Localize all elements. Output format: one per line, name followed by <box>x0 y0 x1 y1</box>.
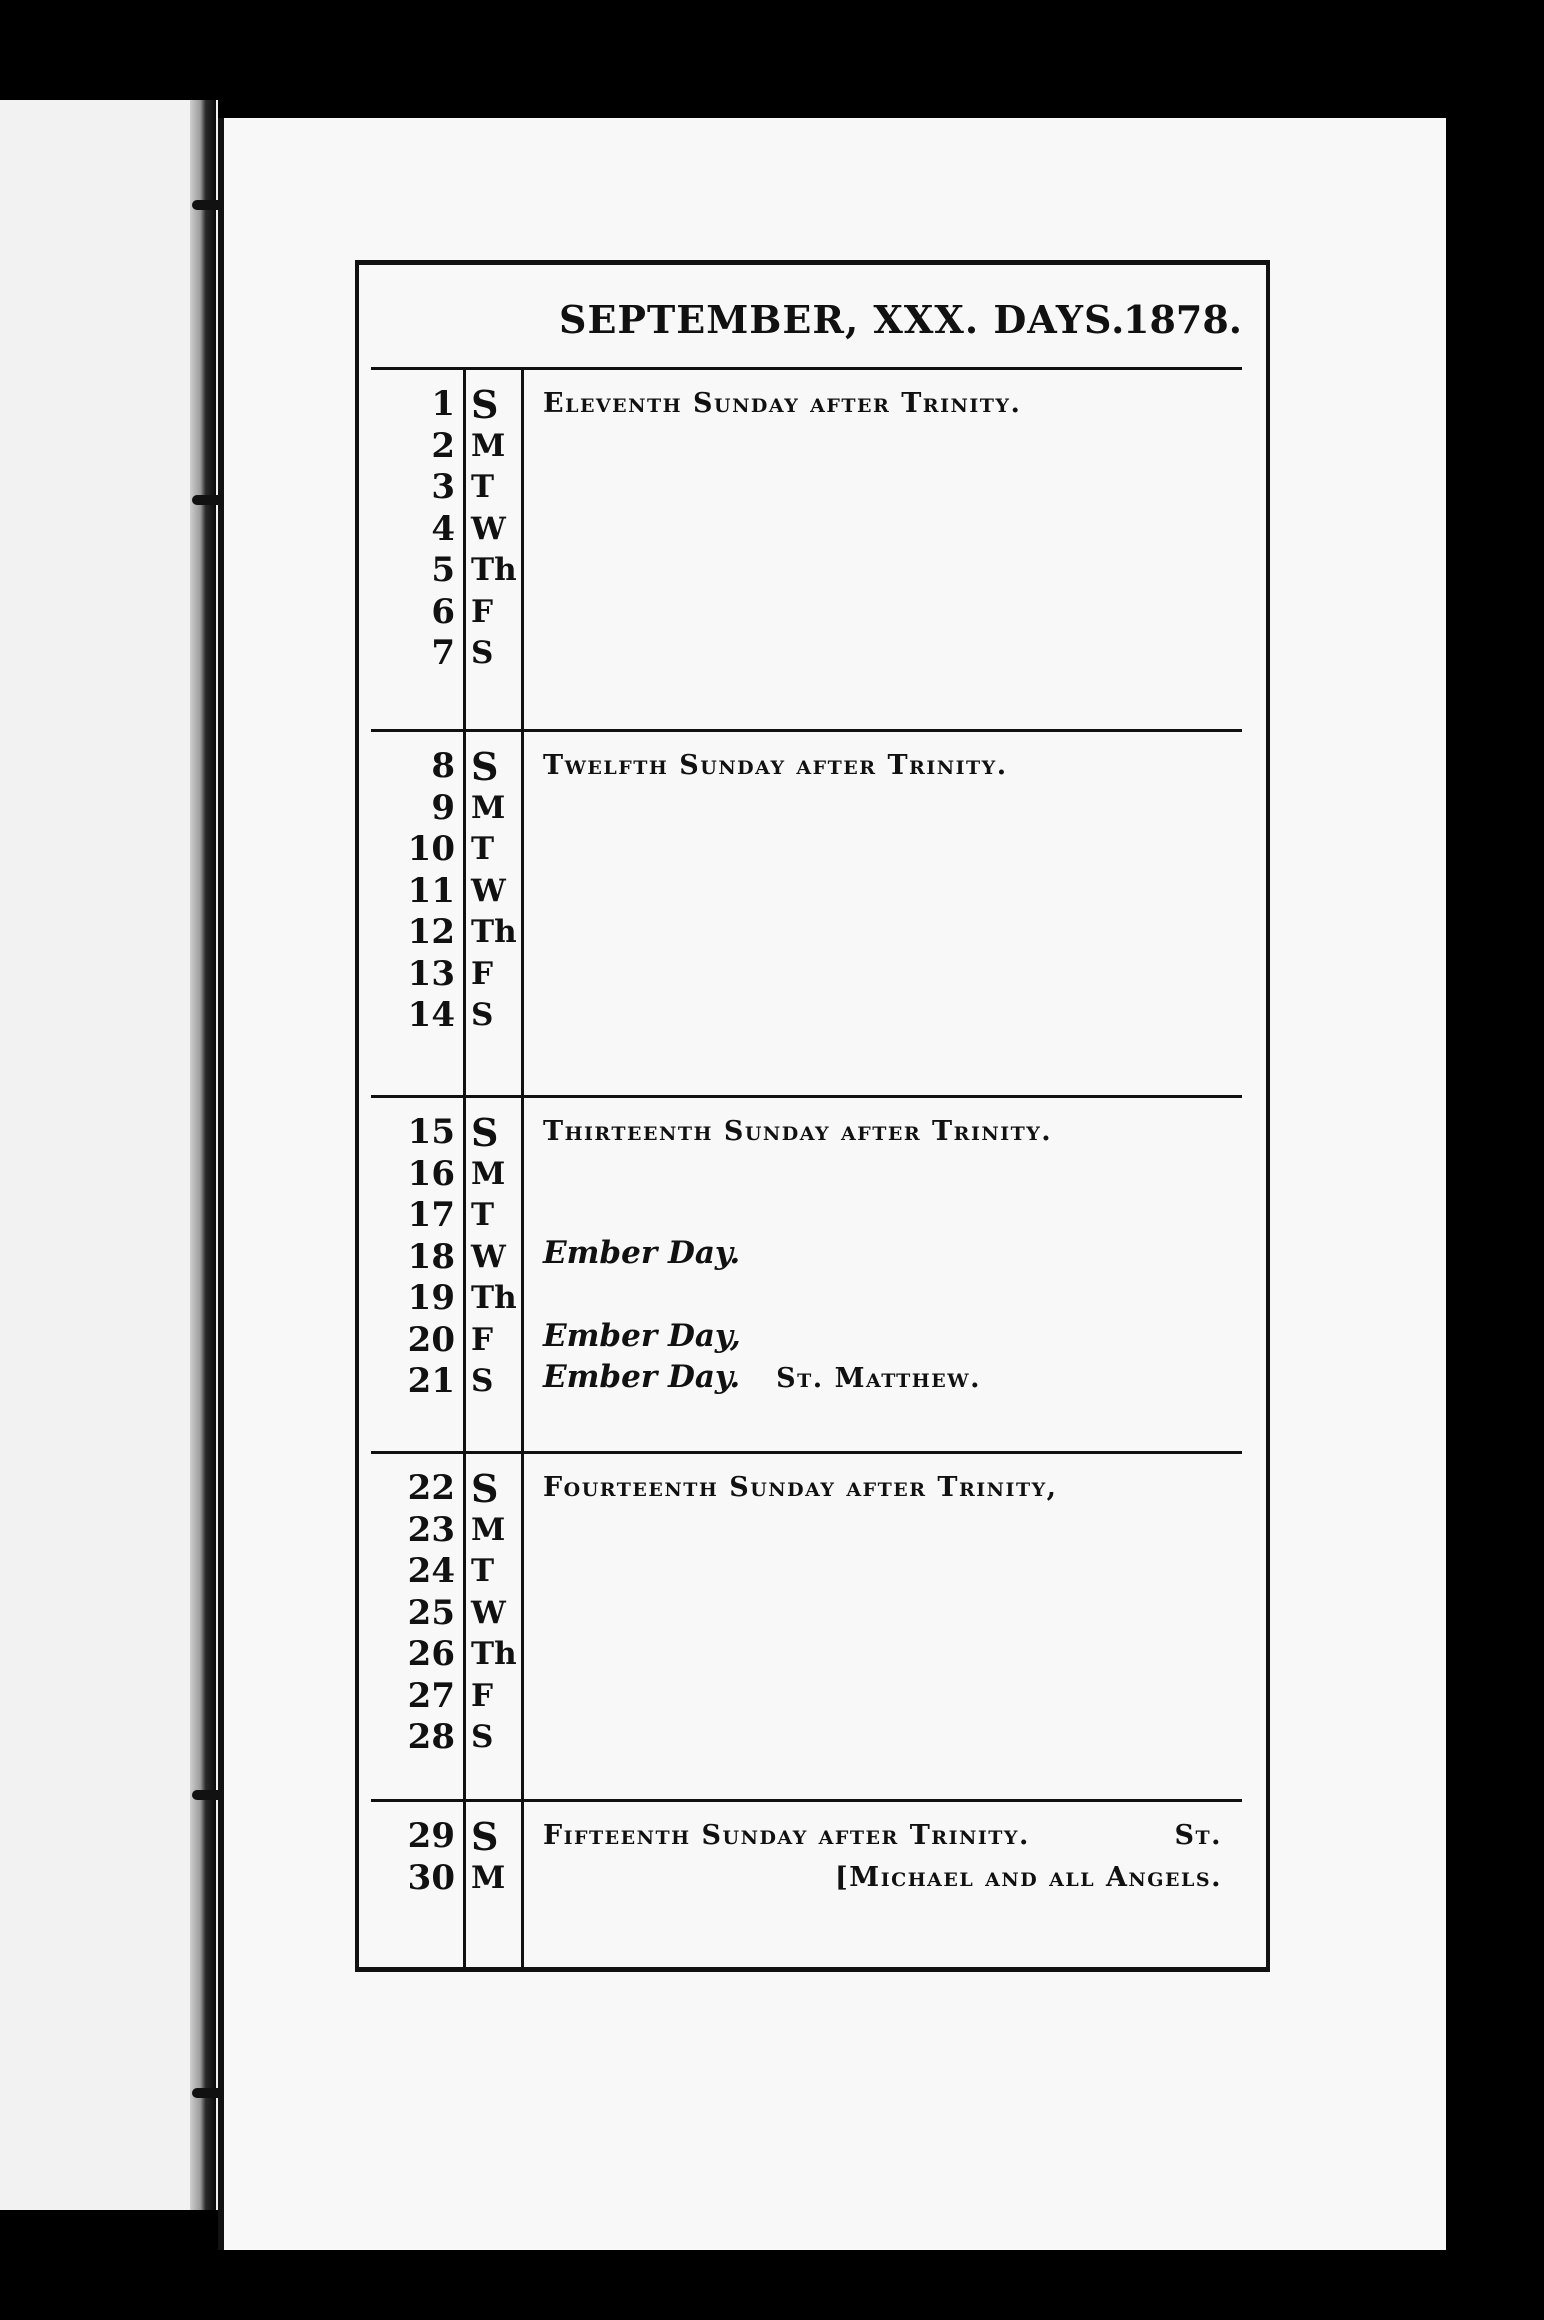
day-number: 13 <box>407 953 455 994</box>
day-number: 12 <box>407 912 455 952</box>
column-rule <box>521 1802 524 1970</box>
weekday-letter: M <box>471 1155 506 1192</box>
book-gutter <box>190 100 216 2210</box>
weekday-letter: F <box>471 1677 494 1714</box>
day-number: 23 <box>407 1509 455 1550</box>
day-number: 7 <box>431 633 455 673</box>
sunday-letter: S <box>471 1466 499 1511</box>
saint-day-note: St. Matthew. <box>776 1363 981 1394</box>
weekday-letter: F <box>471 593 494 630</box>
ember-day-note: Ember Day. <box>543 1234 741 1271</box>
continuation-line: [Michael and all Angels. <box>835 1862 1222 1893</box>
day-number: 8 <box>431 746 455 786</box>
day-number: 15 <box>407 1112 455 1152</box>
sunday-letter: S <box>471 744 499 789</box>
day-number: 27 <box>407 1675 455 1716</box>
day-number: 17 <box>407 1195 455 1235</box>
saint-day-line <box>543 1359 981 1395</box>
week-block <box>371 1451 1242 1802</box>
weekday-letter: W <box>471 872 506 909</box>
day-number: 22 <box>407 1468 455 1508</box>
column-rule <box>521 732 524 1098</box>
day-number: 1 <box>431 384 455 424</box>
sunday-title: Twelfth Sunday after Trinity. <box>543 750 1008 781</box>
sunday-title: Eleventh Sunday after Trinity. <box>543 388 1022 419</box>
weekday-letter: S <box>471 635 494 671</box>
sunday-title: Thirteenth Sunday after Trinity. <box>543 1116 1053 1147</box>
weekday-letter: F <box>471 955 494 992</box>
weekday-letter: W <box>471 1238 506 1275</box>
sunday-title-tail: St. <box>1174 1820 1222 1851</box>
weekday-letter: S <box>471 1719 494 1755</box>
week-block <box>371 1095 1242 1454</box>
sunday-letter: S <box>471 1110 499 1155</box>
sunday-title: Fifteenth Sunday after Trinity. <box>543 1820 1030 1851</box>
left-page <box>0 100 218 2210</box>
day-number: 3 <box>431 467 455 507</box>
day-number: 10 <box>407 829 455 869</box>
column-rule <box>521 1454 524 1802</box>
weekday-letter: S <box>471 997 494 1033</box>
ember-day-note: Ember Day, <box>543 1317 741 1354</box>
column-rule <box>463 1098 466 1454</box>
weekday-letter: T <box>471 1197 495 1233</box>
weekday-letter: Th <box>471 552 517 588</box>
day-number: 24 <box>407 1551 455 1591</box>
day-number: 9 <box>431 787 455 828</box>
sunday-title: Fourteenth Sunday after Trinity, <box>543 1472 1058 1503</box>
weekday-letter: M <box>471 1859 506 1896</box>
day-number: 6 <box>431 591 455 632</box>
column-rule <box>463 1454 466 1802</box>
sunday-letter: S <box>471 1814 499 1859</box>
day-number: 4 <box>431 508 455 549</box>
weekday-letter: M <box>471 427 506 464</box>
day-number: 11 <box>407 870 455 911</box>
year-label: 1878. <box>1123 297 1242 342</box>
column-rule <box>521 1098 524 1454</box>
day-number: 26 <box>407 1634 455 1674</box>
weekday-letter: T <box>471 1553 495 1589</box>
column-rule <box>463 370 466 732</box>
day-number: 30 <box>407 1857 455 1898</box>
week-block <box>371 367 1242 732</box>
day-number: 25 <box>407 1592 455 1633</box>
column-rule <box>463 1802 466 1970</box>
weekday-letter: S <box>471 1363 494 1399</box>
day-number: 16 <box>407 1153 455 1194</box>
day-number: 14 <box>407 995 455 1035</box>
day-number: 28 <box>407 1717 455 1757</box>
calendar-frame <box>355 260 1270 1972</box>
week-block <box>371 1799 1242 1970</box>
weekday-letter: W <box>471 510 506 547</box>
weekday-letter: Th <box>471 914 517 950</box>
day-number: 29 <box>407 1816 455 1856</box>
sunday-letter: S <box>471 382 499 427</box>
weekday-letter: W <box>471 1594 506 1631</box>
weekday-letter: T <box>471 831 495 867</box>
weekday-letter: Th <box>471 1636 517 1672</box>
weekday-letter: T <box>471 469 495 505</box>
column-rule <box>463 732 466 1098</box>
day-number: 5 <box>431 550 455 590</box>
weekday-letter: M <box>471 1511 506 1548</box>
day-number: 21 <box>407 1361 455 1401</box>
month-title: SEPTEMBER, XXX. DAYS. <box>559 297 1126 342</box>
day-number: 2 <box>431 425 455 466</box>
weekday-letter: F <box>471 1321 494 1358</box>
day-number: 19 <box>407 1278 455 1318</box>
weekday-letter: Th <box>471 1280 517 1316</box>
calendar-header <box>359 265 1266 367</box>
column-rule <box>521 370 524 732</box>
ember-day-note: Ember Day. <box>543 1359 741 1395</box>
week-block <box>371 729 1242 1098</box>
weekday-letter: M <box>471 789 506 826</box>
day-number: 20 <box>407 1319 455 1360</box>
day-number: 18 <box>407 1236 455 1277</box>
